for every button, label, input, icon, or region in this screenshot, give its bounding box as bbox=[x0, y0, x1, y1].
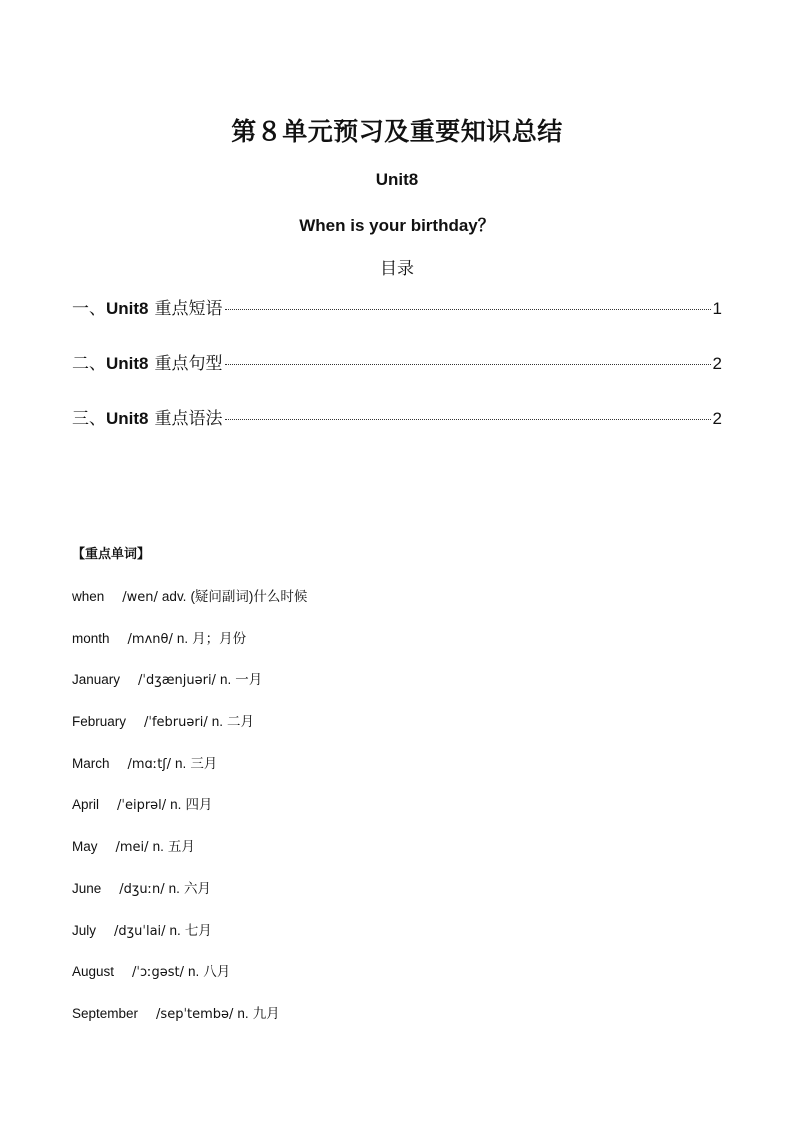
vocab-item bbox=[72, 793, 307, 835]
vocab-word: month bbox=[72, 630, 110, 646]
vocab-item bbox=[72, 919, 307, 961]
vocab-item bbox=[72, 1002, 307, 1044]
vocab-phonetic: /mɑːtʃ/ bbox=[127, 756, 172, 772]
toc-heading: 目录 bbox=[380, 259, 414, 278]
toc-dot-leader bbox=[225, 364, 711, 365]
unit-heading: Unit8 bbox=[375, 170, 419, 189]
vocab-part-of-speech: n. bbox=[176, 630, 189, 646]
vocab-part-of-speech: n. bbox=[219, 672, 232, 688]
vocab-word: February bbox=[72, 714, 127, 730]
vocab-meaning: 三月 bbox=[190, 755, 218, 771]
vocab-part-of-speech: n. bbox=[211, 714, 223, 730]
toc-entry-number: 二、 bbox=[72, 354, 106, 373]
vocab-part-of-speech: n. bbox=[169, 922, 181, 938]
vocab-part-of-speech: n. bbox=[168, 880, 180, 896]
toc-entry-grammar[interactable] bbox=[72, 404, 722, 432]
vocab-phonetic: /ˈdʒænjuəri/ bbox=[138, 673, 216, 689]
vocab-item bbox=[72, 877, 307, 919]
toc-dot-leader bbox=[225, 419, 711, 420]
vocab-word: January bbox=[72, 672, 121, 688]
vocab-item bbox=[72, 627, 307, 669]
vocab-phonetic: /ˈɔːgəst/ bbox=[132, 965, 185, 981]
vocab-part-of-speech: n. bbox=[237, 1005, 249, 1021]
vocab-meaning: 九月 bbox=[252, 1005, 280, 1021]
vocab-part-of-speech: adv. bbox=[161, 589, 187, 604]
vocab-word: July bbox=[72, 922, 97, 938]
toc-dot-leader bbox=[225, 309, 711, 310]
vocab-phonetic: /dʒuːn/ bbox=[119, 881, 165, 897]
toc-entry-unit: Unit8 bbox=[106, 354, 149, 373]
vocab-phonetic: /sepˈtembə/ bbox=[156, 1006, 234, 1022]
vocab-meaning: 二月 bbox=[227, 714, 254, 730]
toc-entry-page: 1 bbox=[712, 299, 722, 318]
toc-entry-unit: Unit8 bbox=[106, 409, 149, 428]
vocab-phonetic: /wen/ bbox=[122, 590, 158, 605]
vocab-phonetic: /mʌnθ/ bbox=[127, 631, 173, 647]
toc-entry-page: 2 bbox=[712, 354, 722, 373]
vocab-part-of-speech: n. bbox=[152, 839, 164, 855]
toc-entry-phrases[interactable] bbox=[72, 294, 722, 322]
toc-entry-text: 重点句型 bbox=[154, 354, 223, 373]
vocab-part-of-speech: n. bbox=[175, 755, 187, 771]
vocab-word: when bbox=[72, 589, 105, 604]
vocab-item bbox=[72, 668, 307, 710]
vocab-word: March bbox=[72, 755, 110, 771]
vocab-item bbox=[72, 710, 307, 752]
vocab-meaning: (疑问副词)什么时候 bbox=[190, 589, 308, 604]
toc-entry-number: 三、 bbox=[72, 409, 106, 428]
vocab-meaning: 一月 bbox=[235, 672, 263, 688]
vocab-word: May bbox=[72, 839, 98, 855]
vocab-item bbox=[72, 960, 307, 1002]
vocab-word: June bbox=[72, 880, 102, 896]
vocab-phonetic: /dʒuˈlai/ bbox=[114, 923, 166, 939]
vocab-item bbox=[72, 752, 307, 794]
vocab-meaning: 月；月份 bbox=[192, 630, 247, 646]
vocab-item bbox=[72, 585, 307, 627]
vocab-phonetic: /ˈeiprəl/ bbox=[117, 798, 167, 814]
unit-subtitle: When is your birthday？ bbox=[299, 216, 495, 235]
table-of-contents bbox=[72, 294, 722, 459]
vocab-list bbox=[72, 585, 307, 1044]
toc-entry-unit: Unit8 bbox=[106, 299, 149, 318]
vocab-meaning: 四月 bbox=[185, 797, 213, 813]
vocab-word: September bbox=[72, 1005, 139, 1021]
vocab-part-of-speech: n. bbox=[170, 797, 182, 813]
toc-entry-page: 2 bbox=[712, 409, 722, 428]
vocab-section-label: 【重点单词】 bbox=[72, 546, 151, 561]
vocab-meaning: 六月 bbox=[183, 880, 211, 896]
toc-entry-text: 重点短语 bbox=[154, 299, 223, 318]
vocab-meaning: 七月 bbox=[184, 922, 212, 938]
page-title: 第８单元预习及重要知识总结 bbox=[231, 118, 563, 146]
toc-entry-text: 重点语法 bbox=[154, 409, 223, 428]
toc-entry-sentences[interactable] bbox=[72, 349, 722, 377]
toc-entry-number: 一、 bbox=[72, 299, 106, 318]
vocab-word: August bbox=[72, 964, 115, 980]
vocab-word: April bbox=[72, 797, 100, 813]
vocab-meaning: 五月 bbox=[167, 839, 195, 855]
vocab-phonetic: /mei/ bbox=[115, 840, 149, 856]
vocab-phonetic: /ˈfebruəri/ bbox=[144, 715, 208, 731]
vocab-item bbox=[72, 835, 307, 877]
vocab-part-of-speech: n. bbox=[188, 964, 200, 980]
vocab-meaning: 八月 bbox=[203, 964, 231, 980]
